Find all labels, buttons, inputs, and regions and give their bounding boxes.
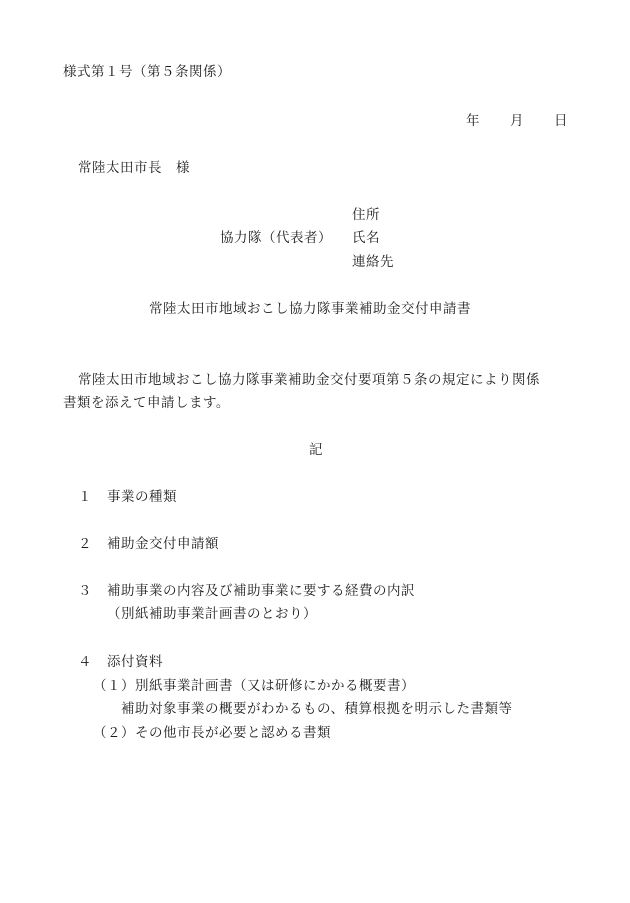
item-1-number: １ (78, 489, 92, 505)
item-2-text: 補助金交付申請額 (107, 536, 219, 552)
date-day-label: 日 (554, 113, 568, 129)
document-title: 常陸太田市地域おこし協力隊事業補助金交付申請書 (149, 301, 471, 317)
item-2-number: ２ (78, 536, 92, 552)
item-4-text: 添付資料 (107, 654, 163, 670)
item-3-text: 補助事業の内容及び補助事業に要する経費の内訳 (107, 583, 415, 599)
attachment-1: （１）別紙事業計画書（又は研修にかかる概要書） (93, 678, 415, 694)
addressee: 常陸太田市長 様 (78, 160, 190, 176)
date-year-label: 年 (466, 113, 480, 129)
form-number: 様式第１号（第５条関係） (63, 64, 231, 80)
address-label: 住所 (352, 207, 380, 223)
applicant-role-label: 協力隊（代表者） (220, 230, 332, 246)
body-text-line-2: 書類を添えて申請します。 (63, 395, 230, 411)
item-3-subtext: （別紙補助事業計画書のとおり） (107, 606, 317, 622)
contact-label: 連絡先 (352, 254, 394, 270)
date-month-label: 月 (510, 113, 524, 129)
attachment-2: （２）その他市長が必要と認める書類 (93, 725, 331, 741)
item-1-text: 事業の種類 (107, 489, 177, 505)
attachment-1-note: 補助対象事業の概要がわかるもの、積算根拠を明示した書類等 (121, 701, 513, 717)
item-4-number: ４ (78, 654, 92, 670)
item-3-number: ３ (78, 583, 92, 599)
ki-heading: 記 (309, 442, 323, 458)
name-label: 氏名 (352, 230, 380, 246)
body-text-line-1: 常陸太田市地域おこし協力隊事業補助金交付要項第５条の規定により関係 (78, 372, 540, 388)
